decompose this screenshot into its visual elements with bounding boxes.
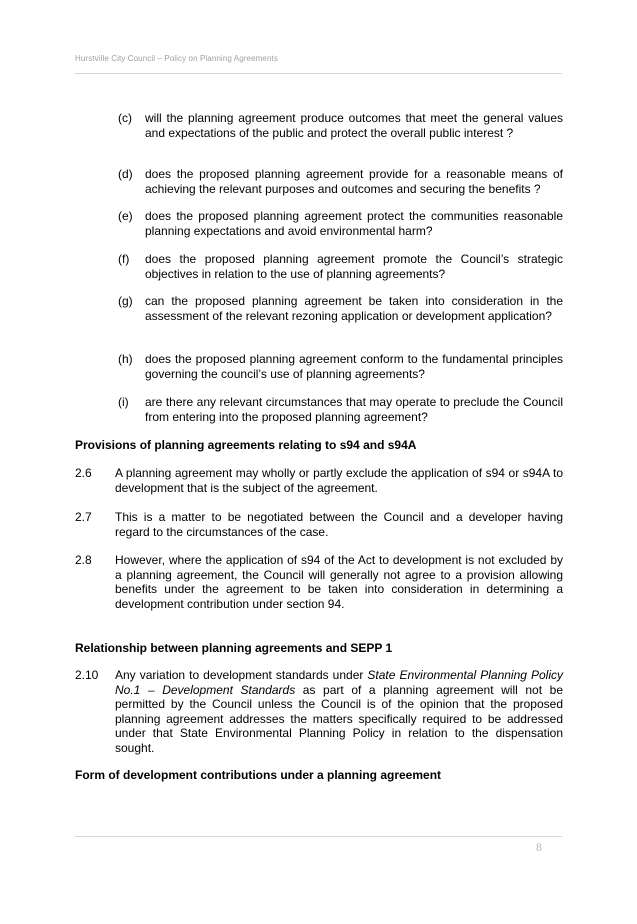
clause-text: This is a matter to be negotiated between the Council and a developer having regard to the circumstances of the case. [115,510,563,539]
list-item-label: (c) [118,111,132,125]
list-item-label: (i) [118,395,129,409]
list-item-label: (d) [118,167,133,181]
page-number: 8 [536,840,542,854]
list-item-text: can the proposed planning agreement be taken into consideration in the assessment of the relevant rezoning application or development application? [145,294,563,323]
clause-number: 2.10 [75,668,99,682]
list-item-text: does the proposed planning agreement protect the communities reasonable planning expectations and avoid environmental harm? [145,209,563,238]
section-heading-form: Form of development contributions under a planning agreement [75,768,442,782]
section-heading-s94: Provisions of planning agreements relating to s94 and s94A [75,438,417,452]
clause-text-end: as part of a planning agreement will not be permitted by the Council unless the Council is of the opinion that the proposed planning agreement addresses the matters specifically required to be addressed under that State Environmental Planning Policy in relation to the dispensation sought. [115,682,563,755]
clause-number: 2.6 [75,466,92,480]
clause-number: 2.7 [75,510,92,524]
list-item-label: (e) [118,209,133,223]
running-header: Hurstville City Council – Policy on Planning Agreements [75,54,278,63]
list-item-text: does the proposed planning agreement promote the Council’s strategic objectives in relation to the use of planning agreements? [145,252,563,281]
clause-text: However, where the application of s94 of the Act to development is not excluded by a planning agreement, the Council will generally not agree to a provision allowing benefits under the agreement to be taken into consideration in determining a development contribution under section 94. [115,553,563,611]
header-divider [75,73,562,74]
section-heading-sepp: Relationship between planning agreements and SEPP 1 [75,641,393,655]
list-item-text: does the proposed planning agreement provide for a reasonable means of achieving the relevant purposes and outcomes and securing the benefits ? [145,167,563,196]
list-item-text: are there any relevant circumstances that may operate to preclude the Council from entering into the proposed planning agreement? [145,395,563,424]
clause-text-start: Any variation to development standards under [115,668,368,682]
clause-number: 2.8 [75,553,92,567]
list-item-text: will the planning agreement produce outcomes that meet the general values and expectations of the public and protect the overall public interest ? [145,111,563,140]
list-item-label: (f) [118,252,130,266]
clause-text [115,668,563,755]
clause-text: A planning agreement may wholly or partly exclude the application of s94 or s94A to development that is the subject of the agreement. [115,466,563,495]
list-item-label: (h) [118,352,133,366]
list-item-text: does the proposed planning agreement conform to the fundamental principles governing the council’s use of planning agreements? [145,352,563,381]
policy-title-italic: State Environmental Planning Policy No.1 – Development Standards [115,668,563,697]
footer-divider [75,836,562,837]
list-item-label: (g) [118,294,133,308]
